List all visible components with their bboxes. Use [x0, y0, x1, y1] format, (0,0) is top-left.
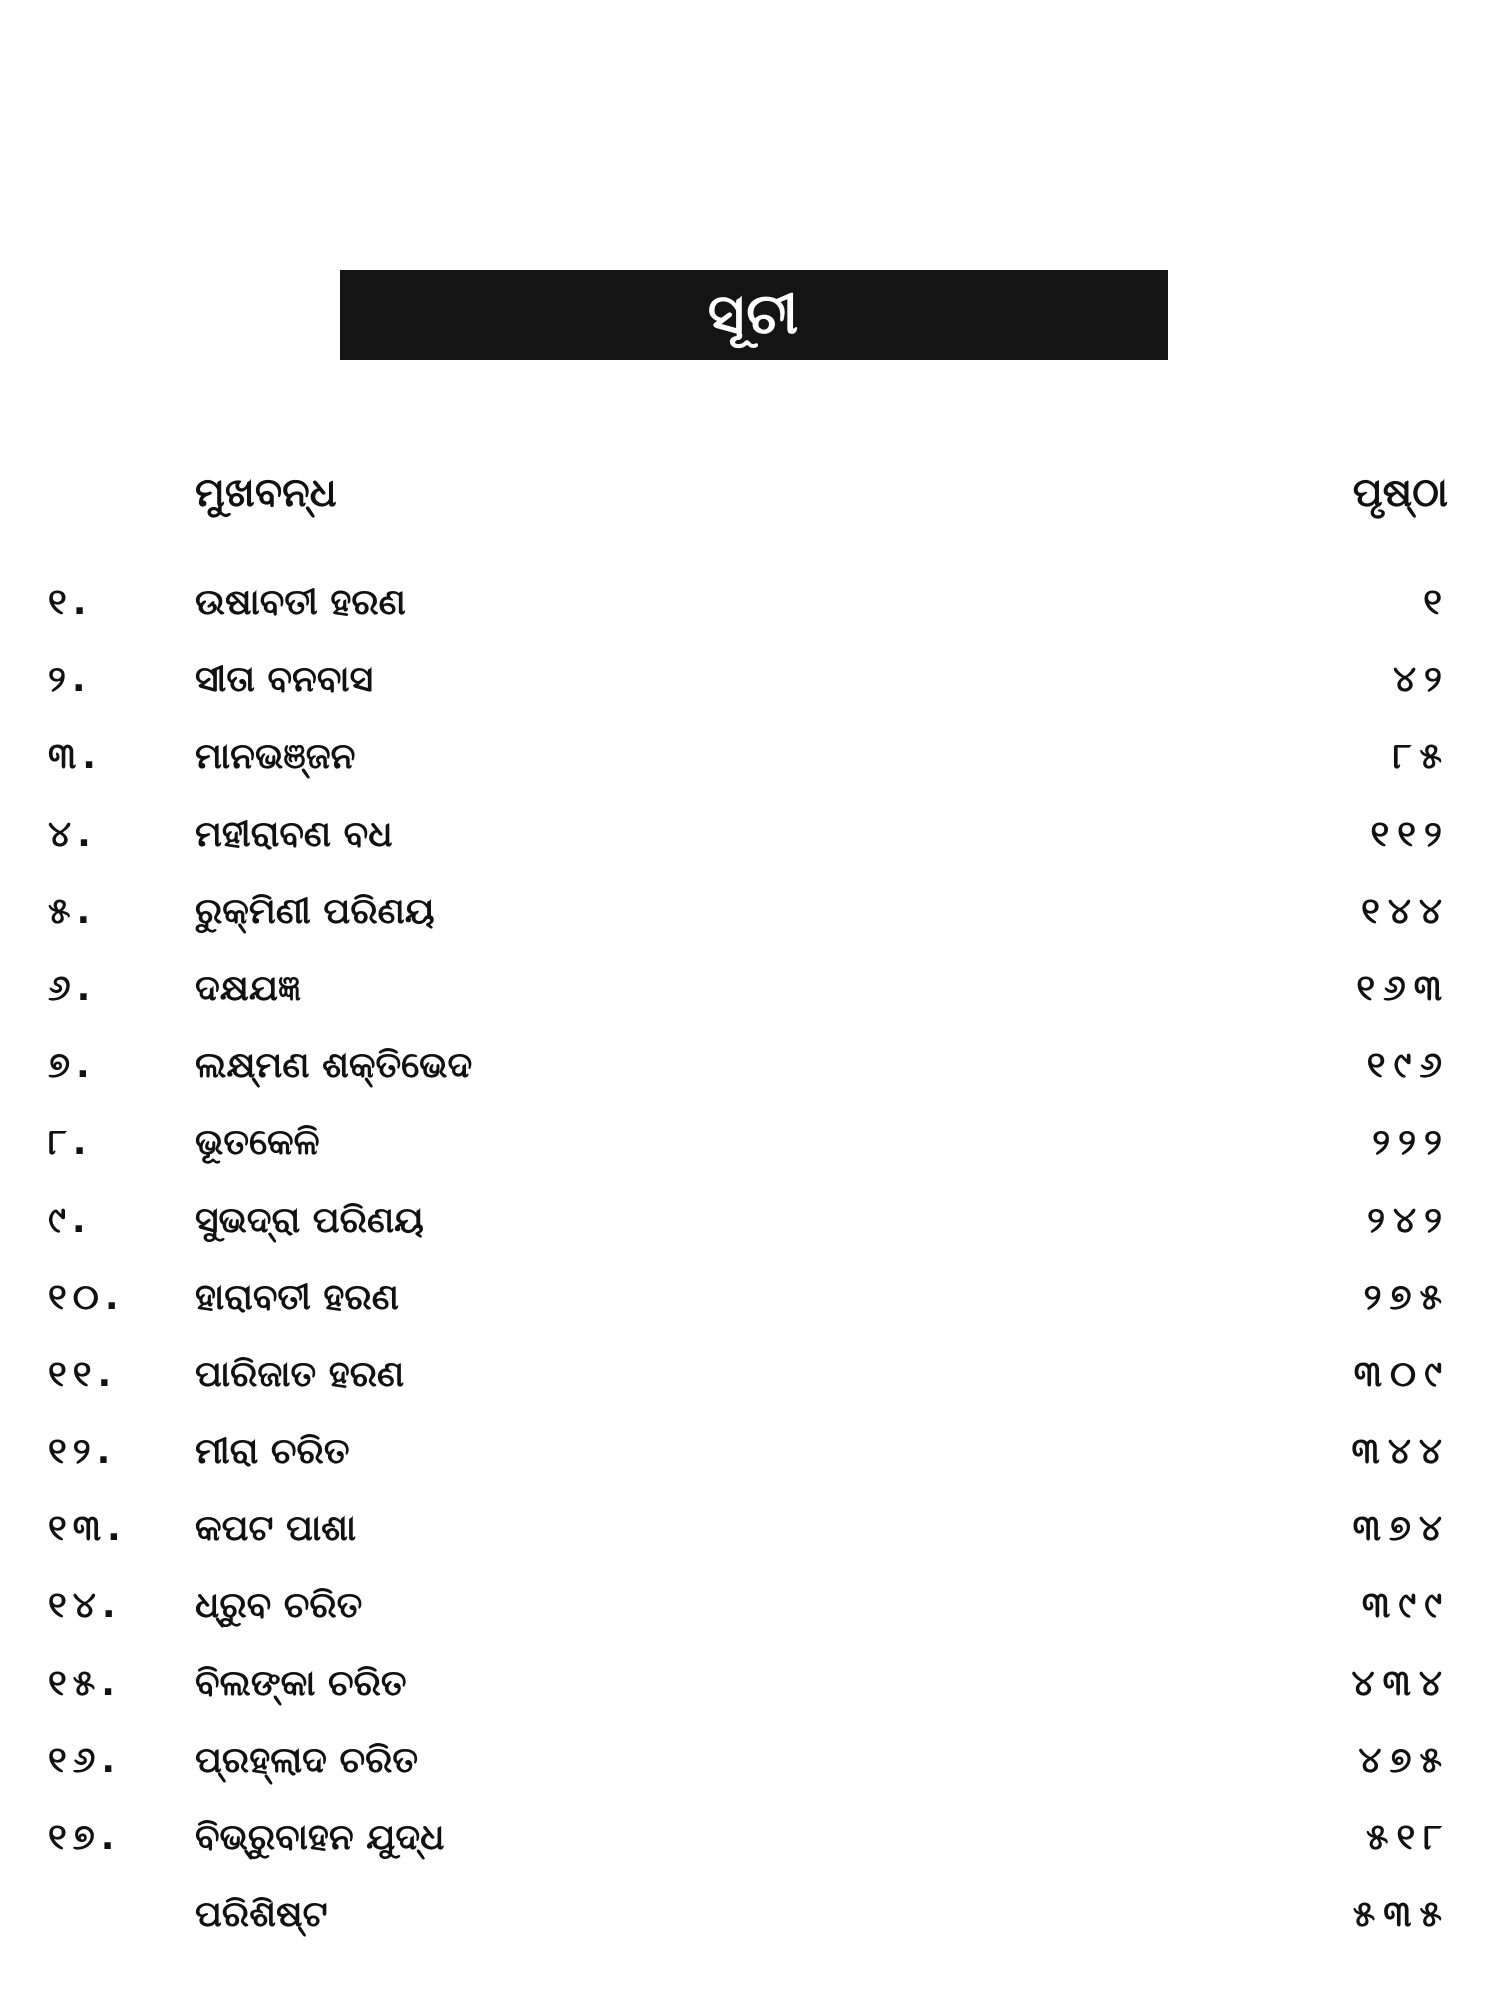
- toc-list: [0, 582, 1500, 1971]
- entry-page: ୫୧୮: [1365, 1817, 1450, 1858]
- entry-title: ମହୀରାବଣ ବଧ: [195, 813, 393, 855]
- toc-entry: [0, 1122, 1500, 1199]
- entry-page: ୩୪୪: [1351, 1431, 1450, 1473]
- entry-number: ୫.: [48, 890, 97, 932]
- entry-number: ୧୬.: [48, 1739, 122, 1781]
- entry-number: ୧୧.: [48, 1353, 118, 1395]
- entry-number: ୬.: [48, 967, 97, 1009]
- page-title: ସୂଚୀ: [707, 282, 801, 347]
- entry-number: ୧୨.: [48, 1431, 117, 1473]
- toc-entry: [0, 968, 1500, 1045]
- entry-number: ୧.: [48, 582, 93, 623]
- toc-entry: [0, 1740, 1500, 1817]
- entry-title: ରୁକ୍ମିଣୀ ପରିଣୟ: [195, 890, 435, 932]
- entry-number: ୧୩.: [48, 1508, 127, 1550]
- entry-page: ୩୯୯: [1361, 1585, 1450, 1627]
- entry-page: ୧୬୩: [1356, 967, 1450, 1009]
- entry-title: କପଟ ପାଶା: [195, 1508, 357, 1550]
- toc-header: [0, 470, 1500, 530]
- entry-page: ୩୦୯: [1353, 1353, 1450, 1395]
- entry-title: ଭୂତକେଳି: [195, 1122, 320, 1164]
- entry-title: ବିଭ୍ରୁବାହନ ଯୁଦ୍ଧ: [195, 1817, 445, 1858]
- toc-entry-appendix: [0, 1894, 1500, 1971]
- entry-page: ୧୧୨: [1370, 813, 1450, 855]
- entry-page: ୪୭୫: [1358, 1739, 1450, 1781]
- entry-page: ୨୪୨: [1367, 1199, 1450, 1241]
- entry-number: ୯.: [48, 1199, 92, 1241]
- toc-entry: [0, 1277, 1500, 1354]
- entry-page: ୪୩୪: [1351, 1662, 1450, 1704]
- title-banner: [340, 270, 1168, 360]
- toc-entry: [0, 659, 1500, 736]
- entry-number: ୧୭.: [48, 1817, 121, 1858]
- entry-title: ଲକ୍ଷ୍ମଣ ଶକ୍ତିଭେଦ: [195, 1045, 473, 1087]
- entry-title: ସୀତା ବନବାସ: [195, 659, 374, 701]
- entry-title: ମାନଭଞ୍ଜନ: [195, 736, 356, 778]
- entry-number: ୧୫.: [48, 1662, 121, 1704]
- entry-number: ୧୪.: [48, 1585, 122, 1627]
- toc-entry: [0, 1354, 1500, 1431]
- entry-title: ପ୍ରହ୍ଲାଦ ଚରିତ: [195, 1739, 419, 1781]
- entry-page: ୨୭୫: [1363, 1276, 1450, 1318]
- entry-page: ୫୩୫: [1352, 1894, 1450, 1936]
- toc-entry: [0, 1508, 1500, 1585]
- entry-number: ୭.: [48, 1045, 96, 1087]
- entry-title: ହାରାବତୀ ହରଣ: [195, 1276, 399, 1318]
- toc-entry: [0, 1200, 1500, 1277]
- entry-title: ବିଲଙ୍କା ଚରିତ: [195, 1662, 407, 1704]
- toc-entry: [0, 582, 1500, 659]
- entry-page: ୪୨: [1392, 659, 1450, 701]
- entry-title: ମୀରା ଚରିତ: [195, 1431, 350, 1473]
- toc-entry: [0, 1431, 1500, 1508]
- entry-page: ୧୪୪: [1361, 890, 1450, 932]
- entry-number: ୪.: [48, 813, 97, 855]
- entry-number: ୨.: [48, 659, 92, 701]
- toc-entry: [0, 814, 1500, 891]
- entry-number: ୧୦.: [48, 1276, 125, 1318]
- toc-entry: [0, 1817, 1500, 1894]
- toc-entry: [0, 1045, 1500, 1122]
- entry-page: ୧: [1423, 582, 1450, 623]
- entry-number: ୮.: [48, 1122, 93, 1164]
- preface-heading: ମୁଖବନ୍ଧ: [195, 470, 337, 516]
- toc-entry: [0, 736, 1500, 813]
- entry-number: ୩.: [48, 736, 102, 778]
- entry-title: ପାରିଜାତ ହରଣ: [195, 1353, 405, 1395]
- entry-page: ୧୯୬: [1366, 1045, 1450, 1087]
- entry-page: ୩୭୪: [1352, 1508, 1450, 1550]
- entry-title: ସୁଭଦ୍ରା ପରିଣୟ: [195, 1199, 424, 1241]
- toc-entry: [0, 1585, 1500, 1662]
- page-column-heading: ପୃଷ୍ଠା: [1352, 470, 1448, 516]
- entry-title: ଧ୍ରୁବ ଚରିତ: [195, 1585, 363, 1627]
- entry-title: ପରିଶିଷ୍ଟ: [195, 1894, 328, 1936]
- toc-entry: [0, 891, 1500, 968]
- entry-title: ଦକ୍ଷଯଜ୍ଞ: [195, 967, 302, 1009]
- entry-title: ଉଷାବତୀ ହରଣ: [195, 582, 406, 623]
- entry-page: ୨୨୨: [1372, 1122, 1450, 1164]
- entry-page: ୮୫: [1392, 736, 1450, 778]
- toc-entry: [0, 1663, 1500, 1740]
